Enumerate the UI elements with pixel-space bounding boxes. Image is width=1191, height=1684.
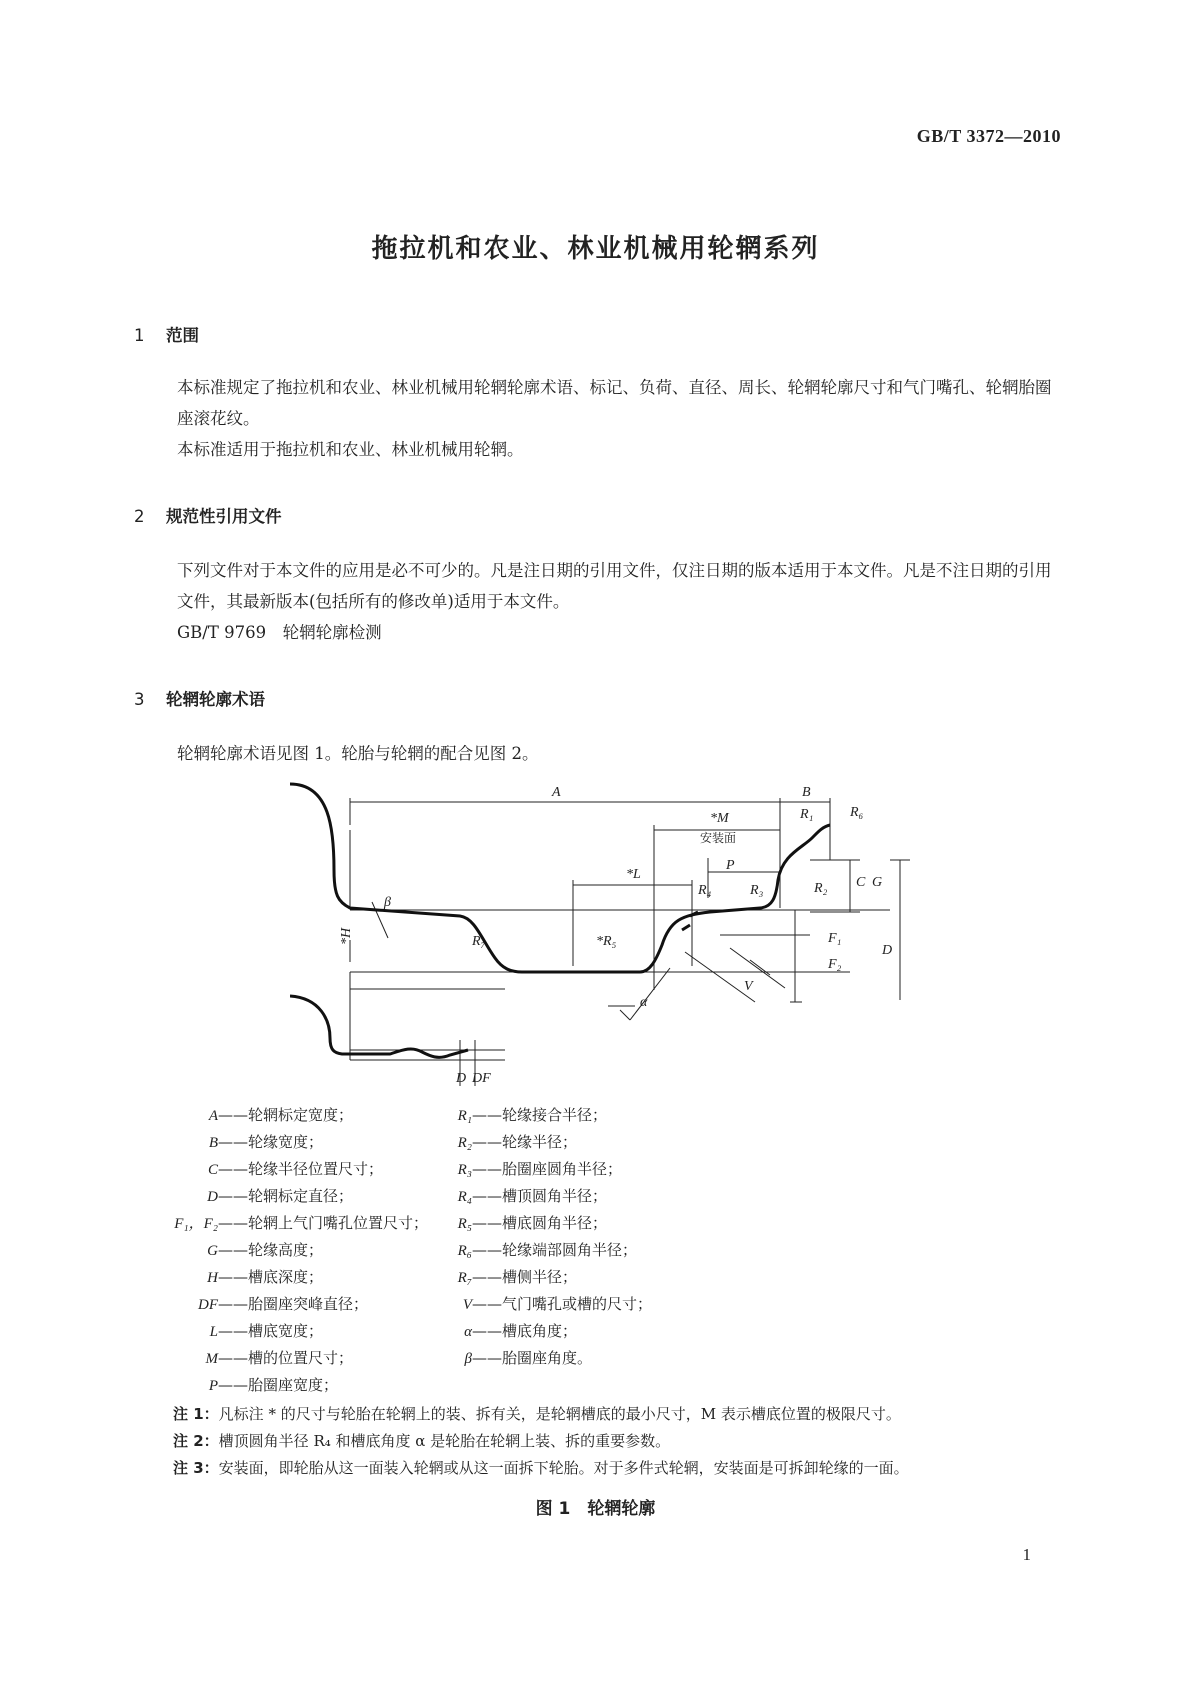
dim-label-L: *L: [626, 867, 641, 882]
legend-item: R₇——槽侧半径；: [457, 1268, 578, 1286]
label-R7: R₇: [472, 934, 486, 949]
label-R6: R₆: [850, 805, 864, 820]
dim-label-G: G: [872, 875, 883, 890]
dim-label-B: B: [802, 785, 811, 800]
legend-item: β——胎圈座角度。: [464, 1349, 593, 1367]
section-1-paragraph-2: 本标准适用于拖拉机和农业、林业机械用轮辋。: [177, 440, 524, 459]
legend-item: H——槽底深度；: [207, 1268, 324, 1286]
rim-profile-diagram: [290, 770, 920, 1110]
legend-item: R₅——槽底圆角半径；: [457, 1214, 608, 1232]
legend-item: R₃——胎圈座圆角半径；: [457, 1160, 623, 1178]
legend-item: DF——胎圈座突峰直径；: [198, 1295, 369, 1313]
section-2-heading: 2 规范性引用文件: [134, 507, 282, 526]
dim-label-A: A: [552, 785, 561, 800]
label-R4: R₄: [698, 883, 712, 898]
dim-label-M: *M: [710, 811, 729, 826]
dim-label-H: *H: [339, 927, 354, 945]
legend-item: C——轮缘半径位置尺寸；: [207, 1160, 384, 1178]
legend-item: R₆——轮缘端部圆角半径；: [457, 1241, 638, 1259]
label-R2: R₂: [814, 881, 828, 896]
legend-item: V——气门嘴孔或槽的尺寸；: [462, 1295, 653, 1313]
legend-item: M——槽的位置尺寸；: [205, 1349, 354, 1367]
dim-label-D: D: [882, 943, 893, 958]
legend-item: D——轮辋标定直径；: [207, 1187, 354, 1205]
note-3: 注 3：安装面，即轮胎从这一面装入轮辋或从这一面拆下轮胎。对于多件式轮辋，安装面是可拆卸轮缘的一面。: [173, 1459, 909, 1477]
dim-label-F1: F₁: [828, 931, 842, 946]
legend-item: A——轮辋标定宽度；: [208, 1106, 354, 1124]
standard-code: GB/T 3372—2010: [916, 126, 1061, 146]
section-2-paragraph-1: 下列文件对于本文件的应用是必不可少的。凡是注日期的引用文件，仅注日期的版本适用于本文件。凡是不注日期的引用文件，其最新版本(包括所有的修改单)适用于本文件。: [177, 561, 1052, 611]
dim-label-V: V: [744, 979, 753, 994]
legend-item: α——槽底角度；: [464, 1322, 578, 1340]
label-R1: R₁: [800, 807, 814, 822]
legend-item: R₄——槽顶圆角半径；: [457, 1187, 608, 1205]
legend-item: B——轮缘宽度；: [208, 1133, 324, 1151]
section-3-heading: 3 轮辋轮廓术语: [134, 690, 265, 709]
angle-label-beta: β: [384, 895, 391, 910]
angle-label-alpha: α: [640, 995, 648, 1010]
figure-caption: 图 1 轮辋轮廓: [535, 1499, 656, 1519]
label-R5: *R₅: [596, 934, 617, 949]
legend-left-column: [100, 1102, 430, 1399]
legend-item: L——槽底宽度；: [209, 1322, 324, 1340]
legend-item: F₁，F₂——轮辋上气门嘴孔位置尺寸；: [174, 1214, 429, 1232]
legend-right-column: [430, 1102, 730, 1372]
section-2-reference: GB/T 9769 轮辋轮廓检测: [177, 623, 382, 642]
note-1: 注 1：凡标注 * 的尺寸与轮胎在轮辋上的装、拆有关，是轮辋槽底的最小尺寸，M 表示槽底位置的极限尺寸。: [173, 1405, 901, 1423]
legend-item: R₂——轮缘半径；: [457, 1133, 578, 1151]
legend-item: R₁——轮缘接合半径；: [457, 1106, 608, 1124]
dim-label-D-lower: D: [456, 1071, 467, 1086]
page-number: 1: [1022, 1545, 1031, 1564]
mount-face-label: 安装面: [700, 831, 737, 845]
section-1-paragraph-1: 本标准规定了拖拉机和农业、林业机械用轮辋轮廓术语、标记、负荷、直径、周长、轮辋轮廓尺寸和气门嘴孔、轮辋胎圈座滚花纹。: [177, 378, 1052, 428]
dim-label-F2: F₂: [828, 957, 842, 972]
dim-label-P: P: [726, 858, 735, 873]
dim-label-C: C: [856, 875, 866, 890]
dim-label-DF: DF: [472, 1071, 491, 1086]
section-3-paragraph-1: 轮辋轮廓术语见图 1。轮胎与轮辋的配合见图 2。: [177, 744, 539, 763]
legend-item: P——胎圈座宽度；: [208, 1376, 339, 1394]
document-title: 拖拉机和农业、林业机械用轮辋系列: [371, 234, 820, 264]
section-1-heading: 1 范围: [134, 326, 199, 345]
legend-item: G——轮缘高度；: [207, 1241, 324, 1259]
note-2: 注 2：槽顶圆角半径 R₄ 和槽底角度 α 是轮胎在轮辋上装、拆的重要参数。: [173, 1432, 671, 1450]
label-R3: R₃: [750, 883, 764, 898]
